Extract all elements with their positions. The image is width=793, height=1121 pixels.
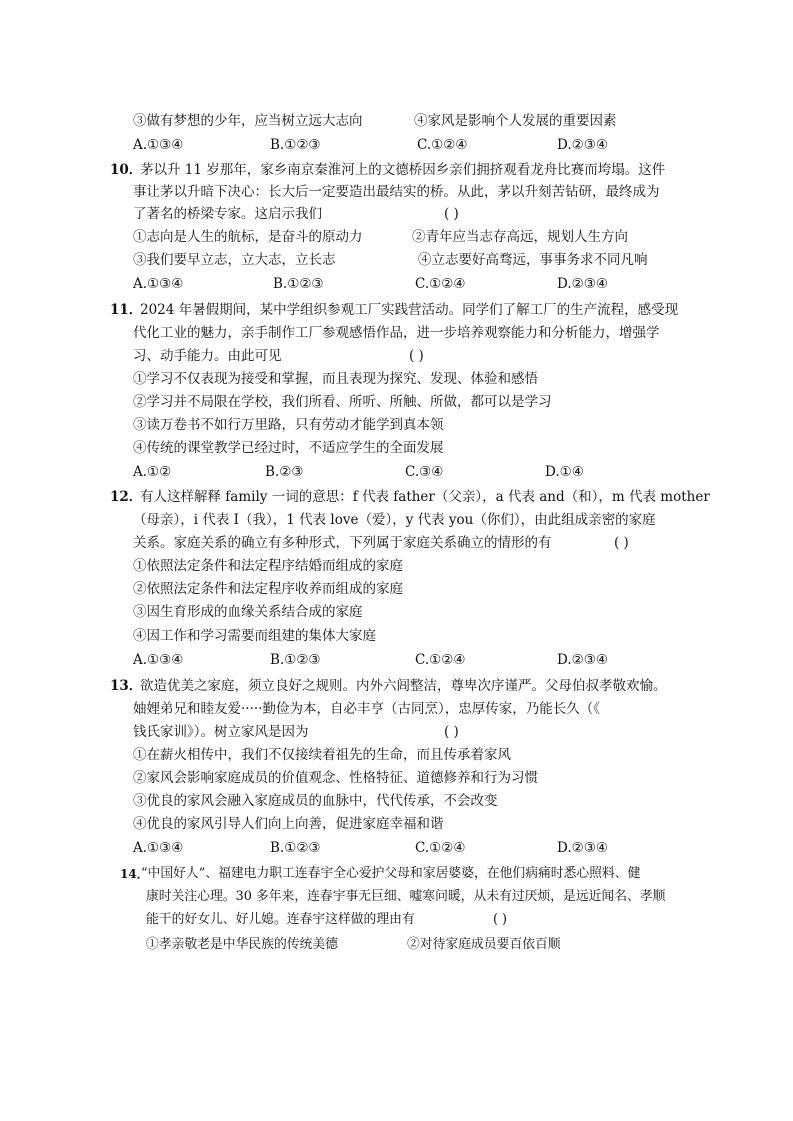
q12-options	[133, 651, 733, 669]
q10-stem-line-2: 事让茅以升暗下决心：长大后一定要造出最结实的桥。从此，茅以升刻苦钻研，最终成为	[133, 184, 660, 200]
q12-answer-blank[interactable]: ( )	[614, 535, 629, 551]
q11-option-b[interactable]: B.②③	[265, 464, 304, 480]
q11-options	[133, 463, 733, 481]
q14-stem-line-2: 康时关注心理。30 多年来，连春宇事无巨细、嘘寒问暖，从未有过厌烦，是远近闻名、孝顺	[146, 889, 666, 904]
q10-statement-1: ①志向是人生的航标，是奋斗的原动力	[133, 229, 363, 245]
q12-statement-1: ①依照法定条件和法定程序结婚而组成的家庭	[133, 558, 403, 574]
q13-option-a[interactable]: A.①③④	[133, 840, 184, 856]
q9-statement-3: ③做有梦想的少年，应当树立远大志向	[133, 113, 363, 129]
q11-statement-1: ①学习不仅表现为接受和掌握，而且表现为探究、发现、体验和感悟	[133, 371, 538, 387]
q13-option-b[interactable]: B.①②③	[270, 840, 321, 856]
q13-answer-blank[interactable]: ( )	[444, 724, 459, 740]
q12-option-a[interactable]: A.①③④	[133, 652, 184, 668]
q13-statement-1: ①在薪火相传中，我们不仅接续着祖先的生命，而且传承着家风	[133, 747, 511, 763]
q9-option-a[interactable]: A.①③④	[133, 137, 184, 153]
q12-stem-line-3: 关系。家庭关系的确立有多种形式，下列属于家庭关系确立的情形的有	[133, 535, 552, 551]
q11-option-a[interactable]: A.①②	[133, 464, 172, 480]
q11-stem-line-1: 2024 年暑假期间，某中学组织参观工厂实践营活动。同学们了解工厂的生产流程，感受现	[140, 302, 679, 318]
q13-number: 13．	[110, 678, 143, 694]
q9-option-b[interactable]: B.①②③	[270, 137, 321, 153]
q14-stem-line-1: “中国好人”、福建电力职工连春宇全心爱护父母和家居婆婆，在他们病痛时悉心照料、健	[141, 866, 641, 881]
q11-stem-line-3: 习、动手能力。由此可见	[133, 348, 282, 364]
q13-statement-2: ②家风会影响家庭成员的价值观念、性格特征、道德修养和行为习惯	[133, 770, 538, 786]
q12-option-b[interactable]: B.①②③	[270, 652, 321, 668]
q10-option-b[interactable]: B.①②③	[273, 276, 324, 292]
q14-statement-2: ②对待家庭成员要百依百顺	[407, 937, 561, 952]
q10-statement-3: ③我们要早立志，立大志，立长志	[133, 252, 336, 268]
q13-stem-line-1: 欲造优美之家庭，须立良好之规则。内外六闾整洁，尊卑次序谨严。父母伯叔孝敬欢愉。	[140, 678, 667, 694]
q14-stem-line-3: 能干的好女儿、好儿媳。连春宇这样做的理由有	[146, 912, 415, 927]
q13-stem-line-2: 妯娌弟兄和睦友爱·····勤俭为本，自必丰亨（古同烹），忠厚传家，乃能长久（《	[133, 701, 600, 717]
q13-option-c[interactable]: C.①②④	[415, 840, 466, 856]
q10-stem-line-3: 了著名的桥梁专家。这启示我们	[133, 206, 322, 222]
q13-statement-3: ③优良的家风会融入家庭成员的血脉中，代代传承，不会改变	[133, 793, 498, 809]
q11-statement-3: ③读万卷书不如行万里路，只有劳动才能学到真本领	[133, 417, 444, 433]
q12-option-d[interactable]: D.②③④	[557, 652, 608, 668]
q13-statement-4: ④优良的家风引导人们向上向善，促进家庭幸福和谐	[133, 816, 444, 832]
q12-number: 12．	[110, 489, 143, 505]
q12-stem-line-2: （母亲），i 代表 I（我），1 代表 love（爱），y 代表 you（你们），由此组成亲密的家庭	[133, 512, 656, 528]
q11-option-c[interactable]: C.③④	[405, 464, 444, 480]
q10-option-c[interactable]: C.①②④	[415, 276, 466, 292]
q10-option-d[interactable]: D.②③④	[557, 276, 608, 292]
q9-statement-4: ④家风是影响个人发展的重要因素	[414, 113, 617, 129]
q11-number: 11．	[110, 302, 143, 318]
q11-option-d[interactable]: D.①④	[545, 464, 584, 480]
q13-stem-line-3: 钱氏家训》）。树立家风是因为	[133, 724, 309, 740]
q11-statement-4: ④传统的课堂教学已经过时，不适应学生的全面发展	[133, 440, 444, 456]
q10-answer-blank[interactable]: ( )	[444, 206, 459, 222]
q10-number: 10．	[110, 162, 143, 178]
q12-statement-2: ②依照法定条件和法定程序收养而组成的家庭	[133, 581, 403, 597]
q13-options	[133, 839, 733, 857]
q14-statement-1: ①孝亲敬老是中华民族的传统美德	[146, 937, 338, 952]
q12-statement-4: ④因工作和学习需要而组建的集体大家庭	[133, 628, 376, 644]
q10-stem-line-1: 茅以升 11 岁那年，家乡南京秦淮河上的文德桥因乡亲们拥挤观看龙舟比赛而垮塌。这件	[140, 162, 666, 178]
q14-answer-blank[interactable]: ( )	[493, 912, 508, 927]
q11-answer-blank[interactable]: ( )	[409, 348, 424, 364]
q12-option-c[interactable]: C.①②④	[415, 652, 466, 668]
q10-statement-4: ④立志要好高骛远，事事务求不同凡响	[418, 252, 648, 268]
q10-statement-2: ②青年应当志存高远，规划人生方向	[412, 229, 628, 245]
q13-option-d[interactable]: D.②③④	[557, 840, 608, 856]
q9-option-d[interactable]: D.②③④	[557, 137, 608, 153]
q14-number: 14．	[120, 867, 149, 881]
q9-options	[133, 136, 733, 154]
q11-stem-line-2: 代化工业的魅力，亲手制作工厂参观感悟作品，进一步培养观察能力和分析能力，增强学	[133, 325, 660, 341]
q12-statement-3: ③因生育形成的血缘关系结合成的家庭	[133, 604, 363, 620]
q9-option-c[interactable]: C.①②④	[417, 137, 468, 153]
q10-option-a[interactable]: A.①③④	[133, 276, 184, 292]
q12-stem-line-1: 有人这样解释 family 一词的意思：f 代表 father（父亲），a 代表 and（和），m 代表 mother	[140, 489, 710, 505]
q10-options	[133, 275, 733, 293]
q11-statement-2: ②学习并不局限在学校，我们所看、所听、所触、所做，都可以是学习	[133, 394, 552, 410]
